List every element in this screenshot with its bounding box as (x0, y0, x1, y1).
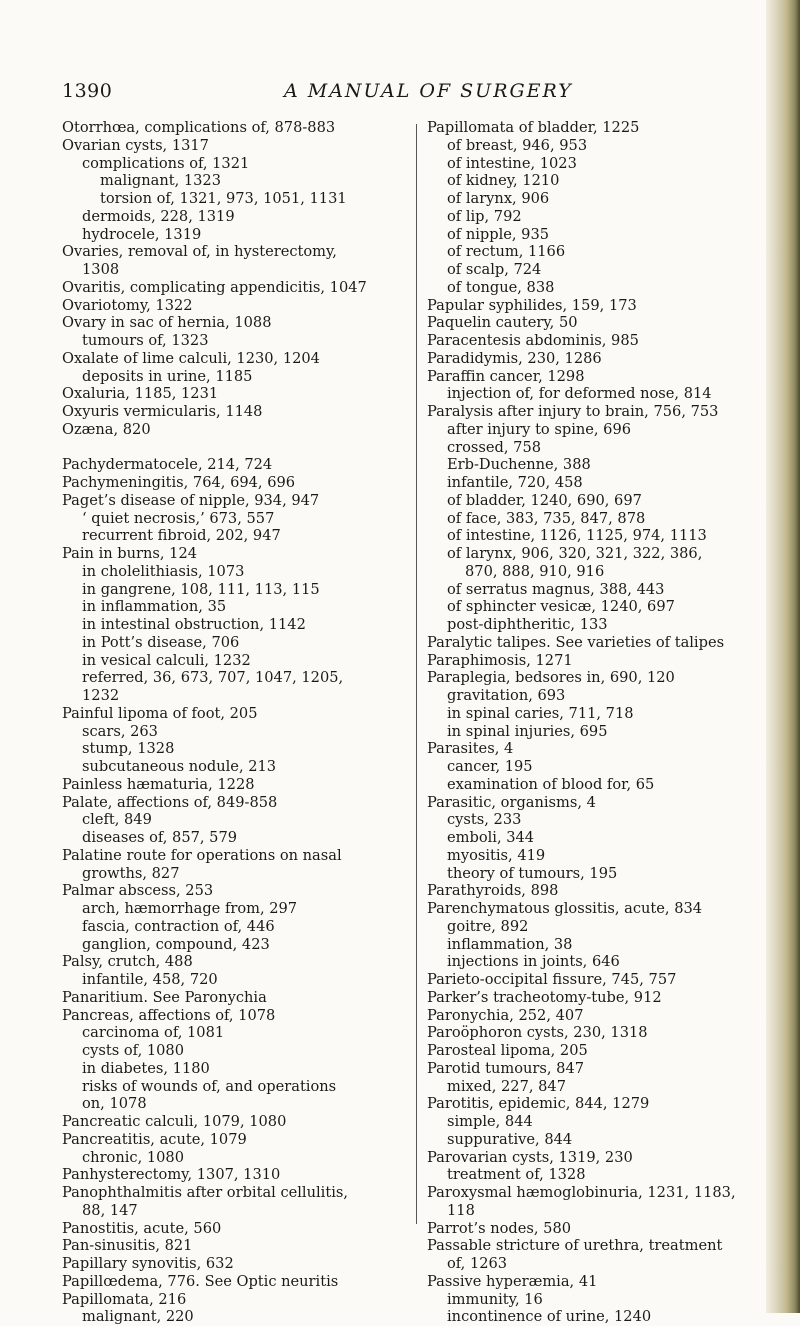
index-subentry: diseases of, 857, 579 (82, 829, 238, 846)
index-entry: Papillary synovitis, 632 (62, 1255, 234, 1272)
index-entry: Palsy, crutch, 488 (62, 953, 193, 971)
index-column-left (62, 119, 407, 1326)
index-entry: Parathyroids, 898 (427, 882, 559, 900)
index-subentry: theory of tumours, 195 (447, 864, 618, 882)
index-subentry: of bladder, 1240, 690, 697 (447, 491, 642, 509)
index-subentry: of serratus magnus, 388, 443 (447, 580, 665, 598)
index-entry: Pan-sinusitis, 821 (62, 1237, 193, 1255)
index-subentry: malignant, 1323 (100, 172, 221, 190)
index-gap (62, 439, 407, 457)
index-subentry: in vesical calculi, 1232 (82, 651, 251, 669)
index-subentry: of larynx, 906 (447, 190, 550, 207)
index-subentry: goitre, 892 (447, 917, 529, 935)
running-title: A MANUAL OF SURGERY (284, 80, 573, 102)
index-subentry: ‘ quiet necrosis,’ 673, 557 (82, 509, 275, 527)
index-subentry: Erb-Duchenne, 388 (447, 456, 591, 474)
index-subentry: of intestine, 1126, 1125, 974, 1113 (447, 527, 707, 545)
index-subentry: deposits in urine, 1185 (82, 367, 253, 385)
index-subentry: malignant, 220 (82, 1308, 194, 1326)
index-subentry: torsion of, 1321, 973, 1051, 1131 (100, 190, 347, 207)
index-entry: Palatine route for operations on nasal (62, 846, 342, 864)
index-subentry: 88, 147 (82, 1201, 138, 1219)
index-entry: Otorrhœa, complications of, 878-883 (62, 119, 336, 136)
index-entry: Parosteal lipoma, 205 (427, 1042, 588, 1059)
index-subentry: mixed, 227, 847 (447, 1077, 566, 1095)
index-entry: Papular syphilides, 159, 173 (427, 296, 637, 314)
index-entry: Panhysterectomy, 1307, 1310 (62, 1166, 281, 1184)
index-entry: Oxalate of lime calculi, 1230, 1204 (62, 349, 320, 367)
index-entry: Parker’s tracheotomy-tube, 912 (427, 988, 662, 1006)
index-subentry: cysts of, 1080 (82, 1042, 184, 1059)
index-entry: Ovary in sac of hernia, 1088 (62, 314, 272, 332)
index-subentry: 870, 888, 910, 916 (465, 562, 605, 580)
index-entry: Pancreatic calculi, 1079, 1080 (62, 1113, 287, 1130)
index-subentry: carcinoma of, 1081 (82, 1024, 225, 1042)
index-subentry: injections in joints, 646 (447, 953, 620, 971)
column-divider (416, 124, 417, 1224)
index-entry: Painful lipoma of foot, 205 (62, 704, 258, 722)
index-subentry: scars, 263 (82, 722, 158, 740)
index-entry: Palate, affections of, 849-858 (62, 793, 278, 811)
index-subentry: of scalp, 724 (447, 261, 542, 278)
index-subentry: in intestinal obstruction, 1142 (82, 616, 306, 633)
index-entry: Passable stricture of urethra, treatment (427, 1237, 723, 1255)
index-entry: Pancreatitis, acute, 1079 (62, 1130, 247, 1148)
index-entry: Panostitis, acute, 560 (62, 1219, 222, 1237)
index-subentry: stump, 1328 (82, 740, 175, 758)
index-subentry: referred, 36, 673, 707, 1047, 1205, (82, 669, 344, 687)
index-entry: Parieto-occipital fissure, 745, 757 (427, 971, 677, 988)
index-entry: Ovaries, removal of, in hysterectomy, (62, 243, 337, 261)
index-subentry: cancer, 195 (447, 758, 533, 775)
index-subentry: emboli, 344 (447, 829, 535, 846)
index-subentry: in cholelithiasis, 1073 (82, 562, 245, 580)
index-entry: Ovarian cysts, 1317 (62, 136, 209, 154)
index-subentry: cleft, 849 (82, 811, 152, 829)
index-subentry: infantile, 458, 720 (82, 971, 218, 988)
index-entry: Paraplegia, bedsores in, 690, 120 (427, 669, 675, 687)
index-subentry: injection of, for deformed nose, 814 (447, 385, 712, 403)
index-subentry: subcutaneous nodule, 213 (82, 758, 277, 775)
page-number: 1390 (62, 80, 113, 102)
index-entry: Pain in burns, 124 (62, 545, 198, 562)
index-entry: Ozæna, 820 (62, 420, 151, 438)
index-subentry: in diabetes, 1180 (82, 1059, 210, 1077)
index-entry: Parovarian cysts, 1319, 230 (427, 1148, 633, 1166)
index-subentry: treatment of, 1328 (447, 1166, 586, 1184)
index-subentry: of lip, 792 (447, 207, 522, 225)
index-entry: Pachydermatocele, 214, 724 (62, 456, 273, 474)
index-column-right (427, 119, 772, 1326)
page-header (62, 80, 732, 110)
index-subentry: in spinal injuries, 695 (447, 722, 608, 740)
index-entry: Parotid tumours, 847 (427, 1059, 585, 1077)
index-subentry: growths, 827 (82, 864, 180, 882)
index-subentry: of, 1263 (447, 1255, 508, 1272)
index-subentry: of breast, 946, 953 (447, 136, 588, 154)
index-entry: Parasites, 4 (427, 740, 514, 758)
index-subentry: in inflammation, 35 (82, 598, 227, 616)
index-subentry: in gangrene, 108, 111, 113, 115 (82, 580, 320, 598)
index-subentry: myositis, 419 (447, 846, 546, 864)
index-subentry: gravitation, 693 (447, 687, 566, 704)
index-entry: Pancreas, affections of, 1078 (62, 1006, 276, 1024)
index-subentry: dermoids, 228, 1319 (82, 207, 235, 225)
index-subentry: 1232 (82, 687, 120, 704)
index-subentry: hydrocele, 1319 (82, 225, 202, 243)
index-entry: Painless hæmaturia, 1228 (62, 775, 255, 793)
index-subentry: immunity, 16 (447, 1290, 543, 1308)
index-subentry: chronic, 1080 (82, 1148, 184, 1166)
index-entry: Parotitis, epidemic, 844, 1279 (427, 1095, 650, 1113)
index-entry: Panaritium. See Paronychia (62, 988, 267, 1006)
index-entry: Paraffin cancer, 1298 (427, 367, 585, 385)
index-entry: Panophthalmitis after orbital cellulitis, (62, 1184, 348, 1201)
index-subentry: ganglion, compound, 423 (82, 935, 270, 953)
index-subentry: tumours of, 1323 (82, 332, 209, 349)
index-entry: Paraphimosis, 1271 (427, 651, 573, 669)
index-entry: Paracentesis abdominis, 985 (427, 332, 639, 349)
index-entry: Papillomata of bladder, 1225 (427, 119, 640, 136)
index-subentry: of face, 383, 735, 847, 878 (447, 509, 646, 527)
index-subentry: cysts, 233 (447, 811, 522, 829)
index-subentry: 118 (447, 1201, 475, 1219)
index-entry: Oxyuris vermicularis, 1148 (62, 403, 263, 420)
index-subentry: of intestine, 1023 (447, 154, 577, 172)
index-subentry: on, 1078 (82, 1095, 147, 1113)
index-entry: Parrot’s nodes, 580 (427, 1219, 572, 1237)
index-subentry: of rectum, 1166 (447, 243, 566, 261)
index-subentry: risks of wounds of, and operations (82, 1077, 337, 1095)
index-subentry: incontinence of urine, 1240 (447, 1308, 652, 1326)
index-entry: Papillomata, 216 (62, 1290, 187, 1308)
index-subentry: fascia, contraction of, 446 (82, 917, 275, 935)
index-subentry: in spinal caries, 711, 718 (447, 704, 634, 722)
index-subentry: in Pott’s disease, 706 (82, 633, 240, 651)
index-subentry: crossed, 758 (447, 438, 542, 456)
index-subentry: of kidney, 1210 (447, 172, 560, 190)
index-subentry: suppurative, 844 (447, 1130, 573, 1148)
index-entry: Ovaritis, complicating appendicitis, 1047 (62, 278, 367, 296)
index-entry: Pachymeningitis, 764, 694, 696 (62, 474, 296, 491)
index-subentry: 1308 (82, 261, 120, 278)
index-subentry: arch, hæmorrhage from, 297 (82, 900, 298, 917)
index-entry: Paradidymis, 230, 1286 (427, 349, 602, 367)
index-entry: Ovariotomy, 1322 (62, 296, 193, 314)
index-entry: Papillœdema, 776. See Optic neuritis (62, 1272, 339, 1290)
index-subentry: of tongue, 838 (447, 278, 555, 296)
index-subentry: of nipple, 935 (447, 225, 550, 243)
index-subentry: recurrent fibroid, 202, 947 (82, 527, 281, 545)
index-entry: Passive hyperæmia, 41 (427, 1272, 598, 1290)
index-entry: Palmar abscess, 253 (62, 882, 214, 900)
index-entry: Oxaluria, 1185, 1231 (62, 385, 219, 403)
index-entry: Parasitic, organisms, 4 (427, 793, 596, 811)
index-subentry: after injury to spine, 696 (447, 420, 632, 438)
index-subentry: complications of, 1321 (82, 154, 250, 172)
index-subentry: infantile, 720, 458 (447, 474, 583, 491)
index-entry: Paroöphoron cysts, 230, 1318 (427, 1024, 648, 1042)
index-entry: Paget’s disease of nipple, 934, 947 (62, 491, 320, 509)
index-subentry: examination of blood for, 65 (447, 775, 655, 793)
index-subentry: of larynx, 906, 320, 321, 322, 386, (447, 545, 703, 562)
index-subentry: of sphincter vesicæ, 1240, 697 (447, 598, 675, 616)
index-entry: Paquelin cautery, 50 (427, 314, 578, 332)
index-subentry: post-diphtheritic, 133 (447, 616, 608, 633)
index-entry: Paroxysmal hæmoglobinuria, 1231, 1183, (427, 1184, 736, 1201)
index-entry: Paralysis after injury to brain, 756, 753 (427, 403, 719, 420)
index-subentry: simple, 844 (447, 1113, 533, 1130)
index-entry: Paronychia, 252, 407 (427, 1006, 584, 1024)
index-subentry: inflammation, 38 (447, 935, 573, 953)
index-entry: Paralytic talipes. See varieties of talipes (427, 633, 725, 651)
index-entry: Parenchymatous glossitis, acute, 834 (427, 900, 703, 917)
